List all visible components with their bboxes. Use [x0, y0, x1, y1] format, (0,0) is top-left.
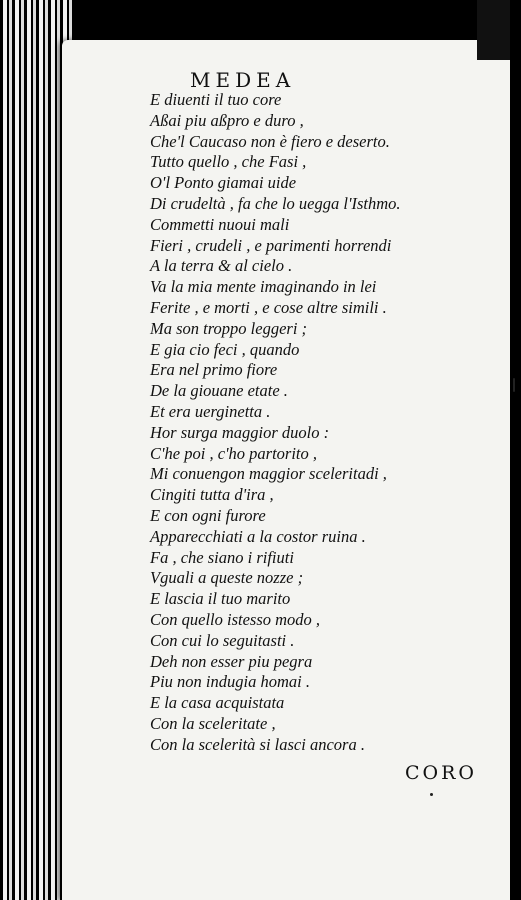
verse-line: Con la scelerità si lasci ancora . [150, 734, 365, 754]
verse-line: Era nel primo fiore [150, 360, 278, 380]
verse-line: Vguali a queste nozze ; [150, 568, 304, 588]
verse-line: C'he poi , c'ho partorito , [150, 443, 318, 463]
verse-line: Fieri , crudeli , e parimenti horrendi [150, 235, 392, 255]
running-head: MEDEA [190, 68, 296, 92]
verse-line: E gia cio feci , quando [150, 339, 300, 359]
verse-line: Commetti nuoui mali [150, 214, 290, 234]
verse-line: Di crudeltà , fa che lo uegga l'Isthmo. [150, 193, 401, 213]
verse-line: Piu non indugia homai . [150, 672, 310, 692]
verse-line: Aßai piu aßpro e duro , [150, 110, 304, 130]
verse-line: Deh non esser piu pegra [150, 651, 313, 671]
verse-line: Tutto quello , che Fasi , [150, 152, 307, 172]
verse-line: O'l Ponto giamai uide [150, 173, 297, 193]
verse-line: E lascia il tuo marito [150, 589, 291, 609]
verse-line: E con ogni furore [150, 505, 266, 525]
verse-line: Con quello istesso modo , [150, 609, 321, 629]
verse-line: Hor surga maggior duolo : [150, 422, 330, 442]
poem-text [150, 90, 401, 756]
verse-line: E la casa acquistata [150, 693, 285, 713]
verse-line: Cingiti tutta d'ira , [150, 485, 274, 505]
verse-line: De la giouane etate . [150, 381, 288, 401]
verse-line: A la terra & al cielo . [150, 256, 293, 276]
verse-line: Ma son troppo leggeri ; [150, 318, 308, 338]
verse-line: Va la mia mente imaginando in lei [150, 277, 377, 297]
verse-line: Et era uerginetta . [150, 401, 271, 421]
verse-line: Con cui lo seguitasti . [150, 630, 295, 650]
verse-line: Che'l Caucaso non è fiero e deserto. [150, 131, 390, 151]
verse-line: Con la sceleritate , [150, 713, 276, 733]
catchword: CORO [405, 762, 477, 784]
ink-speck [513, 378, 515, 392]
verse-line: Fa , che siano i rifiuti [150, 547, 294, 567]
verse-line: Ferite , e morti , e cose altre simili . [150, 297, 387, 317]
verse-line: Mi conuengon maggior sceleritadi , [150, 464, 387, 484]
scan-right-edge [510, 0, 521, 900]
verse-line: Apparecchiati a la costor ruina . [150, 526, 366, 546]
verse-line: E diuenti il tuo core [150, 90, 282, 109]
ink-speck [430, 793, 433, 796]
